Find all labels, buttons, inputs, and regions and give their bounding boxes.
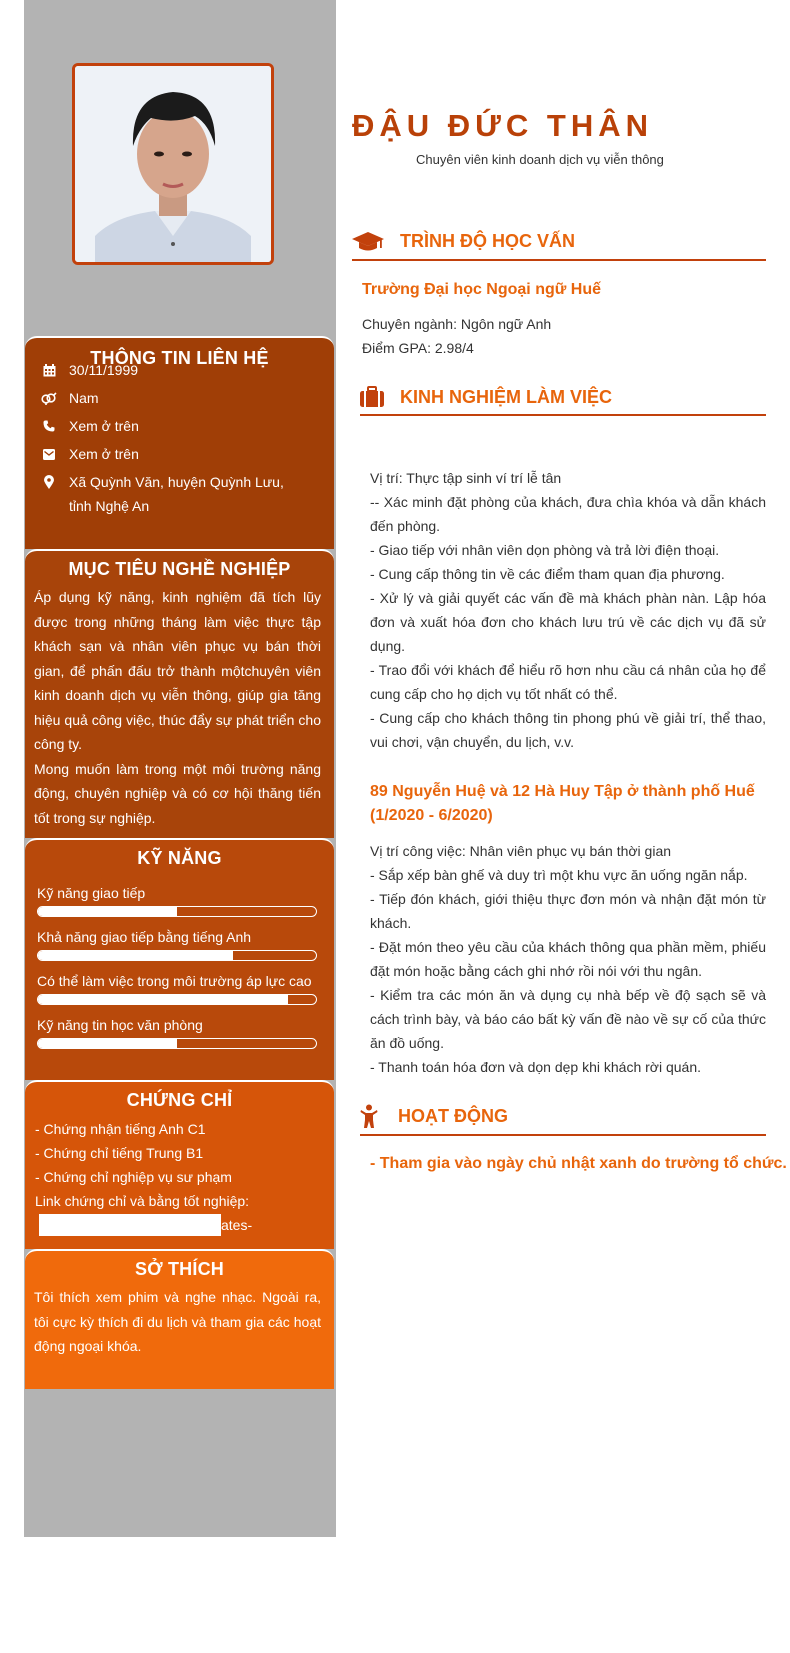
skill-bar-fill [38, 907, 177, 916]
certificate-link-label: Link chứng chỉ và bằng tốt nghiệp: [35, 1193, 250, 1209]
job2-duty: - Thanh toán hóa đơn và dọn dẹp khi khách rời quán. [370, 1059, 701, 1075]
objective-heading: MỤC TIÊU NGHỀ NGHIỆP [68, 559, 291, 579]
skill-label: Khả năng giao tiếp bằng tiếng Anh [37, 929, 252, 945]
address-text [69, 470, 284, 518]
skill-bar [37, 950, 317, 961]
education-divider [352, 259, 766, 261]
person-icon [360, 1104, 378, 1128]
certificates-panel [25, 1080, 334, 1249]
skill-label: Có thể làm việc trong môi trường áp lực cao [37, 973, 312, 989]
profile-photo [72, 63, 274, 265]
skill-bar-fill [38, 995, 288, 1004]
skill-bar-fill [38, 1039, 177, 1048]
contact-panel [25, 336, 334, 549]
activities-divider [360, 1134, 766, 1136]
job2-duty: - Đặt món theo yêu cầu của khách thông qua phần mềm, phiếu đặt món hoặc bằng cách ghi nhớ rồi nói với thu ngân. [370, 939, 766, 979]
address-row [41, 470, 284, 518]
phone-row [41, 414, 139, 438]
experience-divider [360, 414, 766, 416]
job2-org-line2: (1/2020 - 6/2020) [370, 807, 493, 824]
hobbies-heading: SỞ THÍCH [135, 1259, 224, 1279]
address-line2: tỉnh Nghệ An [69, 498, 150, 514]
job1-block [370, 466, 766, 754]
job2-duty: - Kiểm tra các món ăn và dụng cụ nhà bếp về độ sạch sẽ và cách trình bày, và báo cáo bất kỳ vấn đề nào về sự cố của thức ăn đồ uống. [370, 987, 766, 1051]
hobbies-text: Tôi thích xem phim và nghe nhạc. Ngoài ra, tôi cực kỳ thích đi du lịch và tham gia các hoạt động ngoại khóa. [34, 1289, 321, 1354]
school-name: Trường Đại học Ngoại ngữ Huế [362, 281, 601, 298]
certificate-link-tail[interactable]: ates- [221, 1217, 253, 1233]
skills-panel [25, 838, 334, 1080]
activity-item: - Tham gia vào ngày chủ nhật xanh do trường tổ chức. [370, 1155, 787, 1172]
graduation-cap-icon [352, 230, 384, 252]
certificate-item: - Chứng nhận tiếng Anh C1 [35, 1121, 206, 1137]
location-pin-icon [41, 470, 57, 494]
skill-bar [37, 906, 317, 917]
objective-panel [25, 549, 334, 838]
candidate-name: ĐẬU ĐỨC THÂN [352, 108, 653, 143]
education-heading: TRÌNH ĐỘ HỌC VẤN [400, 230, 575, 251]
email-row [41, 442, 139, 466]
skill-bar-fill [38, 951, 233, 960]
job1-duty: - Trao đổi với khách để hiểu rõ hơn nhu cầu cá nhân của họ để cung cấp cho họ dịch vụ tốt nhất có thể. [370, 662, 766, 702]
job2-block [370, 839, 766, 1079]
experience-heading: KINH NGHIỆM LÀM VIỆC [400, 386, 613, 407]
certificate-link[interactable] [35, 1213, 325, 1237]
education-major: Chuyên ngành: Ngôn ngữ Anh [362, 316, 552, 332]
gender-row [41, 386, 99, 410]
activities-heading: HOẠT ĐỘNG [398, 1105, 508, 1126]
job1-duty: - Cung cấp cho khách thông tin phong phú về giải trí, thể thao, vui chơi, vận chuyển, du lịch, v.v. [370, 710, 766, 750]
objective-text-2: Mong muốn làm trong một môi trường năng động, chuyên nghiệp và có cơ hội thăng tiến tốt trong sự nghiệp. [34, 760, 321, 826]
calendar-icon [41, 358, 57, 382]
job2-duty: - Tiếp đón khách, giới thiệu thực đơn món và nhận đặt món từ khách. [370, 891, 766, 931]
skill-bar [37, 994, 317, 1005]
contact-heading: THÔNG TIN LIÊN HỆ [90, 348, 269, 368]
education-gpa: Điểm GPA: 2.98/4 [362, 340, 474, 356]
experience-section-header [360, 386, 612, 408]
job1-duty: -- Xác minh đặt phòng của khách, đưa chìa khóa và dẫn khách đến phòng. [370, 494, 766, 534]
education-section-header [352, 230, 575, 252]
envelope-icon [41, 442, 57, 466]
briefcase-icon [360, 386, 384, 408]
job1-duty: - Cung cấp thông tin về các điểm tham quan địa phương. [370, 566, 725, 582]
gender-text: Nam [69, 390, 99, 406]
job1-duty: - Xử lý và giải quyết các vấn đề mà khách phàn nàn. Lập hóa đơn và xuất hóa đơn cho khách lưu trú về các dịch vụ đã sử dụng. [370, 590, 766, 654]
skills-heading: KỸ NĂNG [137, 848, 222, 868]
skill-bar [37, 1038, 317, 1049]
activities-section-header [360, 1104, 508, 1128]
gender-icon [41, 386, 57, 410]
candidate-title: Chuyên viên kinh doanh dịch vụ viễn thông [416, 152, 664, 167]
skill-label: Kỹ năng tin học văn phòng [37, 1017, 203, 1033]
job2-position: Vị trí công việc: Nhân viên phục vụ bán thời gian [370, 843, 672, 859]
email-text: Xem ở trên [69, 446, 139, 462]
objective-text-1: Áp dụng kỹ năng, kinh nghiệm đã tích lũy được trong những tháng làm việc thực tập khách sạn và nhân viên phục vụ bán thời gian, để phấn đấu trở thành mộtchuyên viên kinh doanh dịch vụ viễn thông, giúp gia tăng hiệu quả công việc, thúc đẩy sự phát triển cho công ty. [34, 589, 321, 752]
birthday-text: 30/11/1999 [69, 362, 139, 378]
certificates-heading: CHỨNG CHỈ [126, 1090, 233, 1110]
hobbies-panel [25, 1249, 334, 1389]
job2-organization [370, 780, 755, 828]
redacted-block [39, 1214, 221, 1236]
job1-duty: - Giao tiếp với nhân viên dọn phòng và trả lời điện thoại. [370, 542, 720, 558]
skill-label: Kỹ năng giao tiếp [37, 885, 146, 901]
certificate-item: - Chứng chỉ tiếng Trung B1 [35, 1145, 204, 1161]
job1-position: Vị trí: Thực tập sinh ví trí lễ tân [370, 470, 562, 486]
job2-org-line1: 89 Nguyễn Huệ và 12 Hà Huy Tập ở thành phố Huế [370, 783, 755, 800]
phone-text: Xem ở trên [69, 418, 139, 434]
certificate-item: - Chứng chỉ nghiệp vụ sư phạm [35, 1169, 232, 1185]
address-line1: Xã Quỳnh Văn, huyện Quỳnh Lưu, [69, 474, 284, 490]
birthday-row [41, 358, 138, 382]
job2-duty: - Sắp xếp bàn ghế và duy trì một khu vực ăn uống ngăn nắp. [370, 867, 748, 883]
phone-icon [41, 414, 57, 438]
